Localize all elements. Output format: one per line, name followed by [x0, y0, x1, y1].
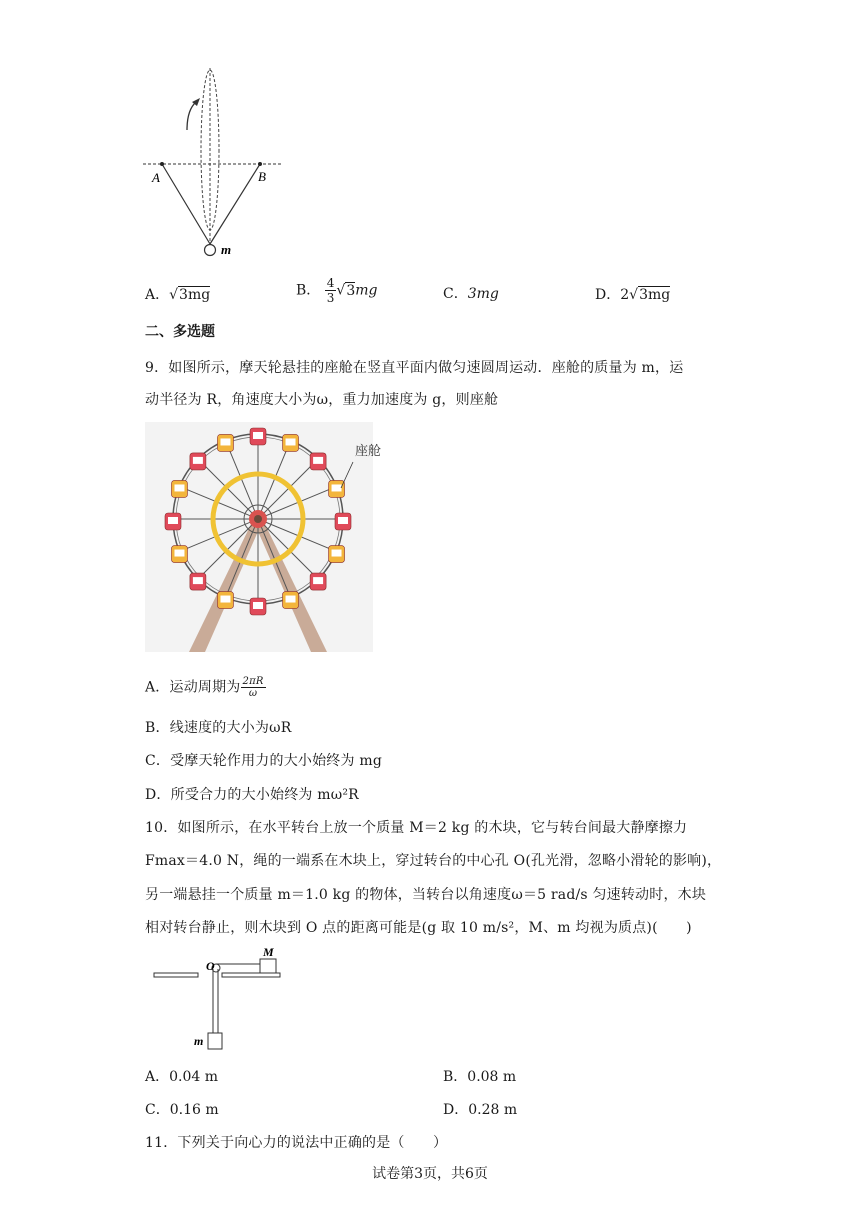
q10-option-c: C．0.16 m: [145, 1102, 219, 1118]
turntable-figure: [150, 945, 290, 1055]
q9-stem-line-1: 9．如图所示，摩天轮悬挂的座舱在竖直平面内做匀速圆周运动．座舱的质量为 m，运: [145, 360, 684, 376]
q10-stem-line-1: 10．如图所示，在水平转台上放一个质量 M＝2 kg 的木块，它与转台间最大静摩擦力: [145, 820, 688, 836]
ferris-wheel-figure: [145, 422, 382, 652]
q8-option-c: C．3mg: [443, 286, 499, 302]
point-o-label: O: [206, 959, 215, 973]
q8-option-b: B． $\frac{4}{3}$ √3mg: [296, 276, 378, 305]
point-b-label: B: [258, 169, 266, 184]
q10-option-a: A．0.04 m: [145, 1069, 219, 1085]
q8-option-a: A．√3mg: [145, 287, 211, 303]
q10-stem-line-3: 另一端悬挂一个质量 m＝1.0 kg 的物体，当转台以角速度ω＝5 rad/s 匀速转动时，木块: [145, 887, 707, 903]
q10-option-d: D．0.28 m: [443, 1102, 518, 1118]
q9-option-b: B．线速度的大小为ωR: [145, 720, 292, 736]
page-footer: 试卷第3页，共6页: [372, 1166, 488, 1182]
hanging-m-label: m: [194, 1034, 204, 1048]
q8-option-d: D．2√3mg: [595, 287, 671, 303]
q10-option-b: B．0.08 m: [443, 1069, 517, 1085]
q9-stem-line-2: 动半径为 R，角速度大小为ω，重力加速度为 g，则座舱: [145, 392, 499, 408]
q11-stem: 11．下列关于向心力的说法中正确的是（ ）: [145, 1135, 448, 1151]
q9-option-c: C．受摩天轮作用力的大小始终为 mg: [145, 753, 382, 769]
section-title: 二、多选题: [145, 324, 215, 340]
block-m-upper-label: M: [263, 945, 274, 959]
mass-m-label: m: [221, 242, 232, 257]
point-a-label: A: [152, 170, 160, 185]
q10-stem-line-4: 相对转台静止，则木块到 O 点的距离可能是(g 取 10 m/s²，M、m 均视为质点)( ): [145, 920, 692, 936]
q8-pendulum-figure: [140, 68, 290, 263]
q10-stem-line-2: Fmax＝4.0 N，绳的一端系在木块上，穿过转台的中心孔 O(孔光滑，忽略小滑轮的影响)，: [145, 853, 722, 869]
q9-option-a: A．运动周期为 $\frac{2\pi R}{\omega}$: [145, 676, 264, 699]
cabin-label: 座舱: [355, 444, 382, 459]
q9-option-d: D．所受合力的大小始终为 mω²R: [145, 787, 359, 803]
